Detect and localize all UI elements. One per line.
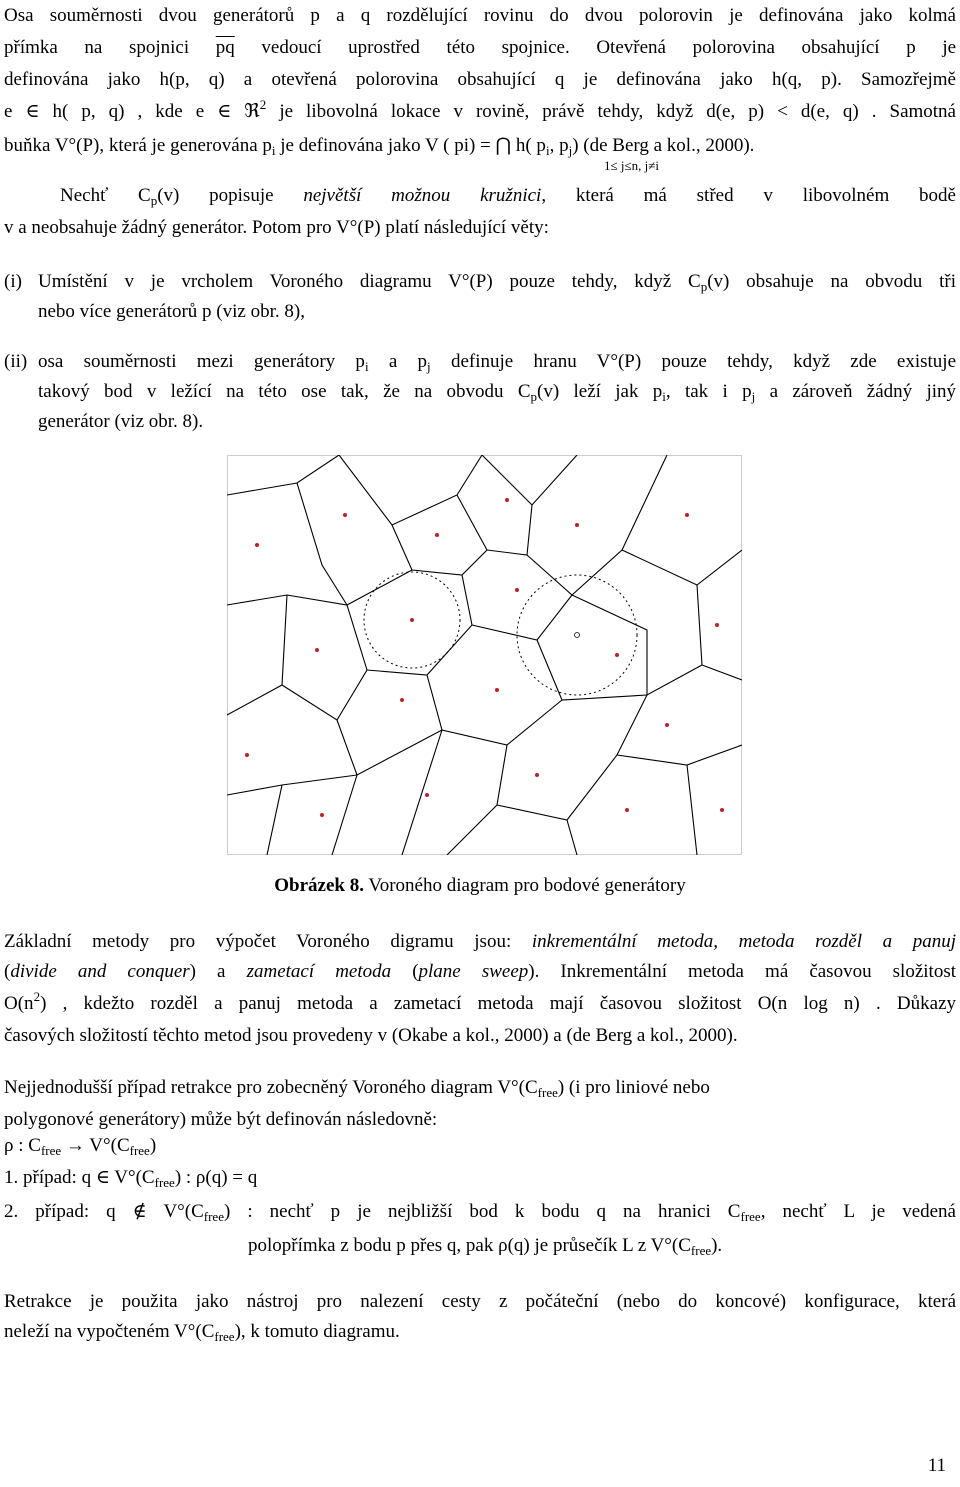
voronoi-edge: [267, 785, 282, 855]
text-line: definována jako h(p, q) a otevřená polorovina obsahující q je definována jako h(q, p). Samozřejmě: [4, 69, 956, 90]
generator-point: [343, 513, 347, 517]
voronoi-edge: [227, 775, 357, 795]
voronoi-edge: [482, 455, 577, 505]
item-label: (i): [4, 271, 22, 292]
generator-point: [435, 533, 439, 537]
voronoi-edge: [297, 483, 347, 605]
generator-point: [505, 498, 509, 502]
text-line: osa souměrnosti mezi generátory $p_i$ a $p_j$ definuje hranu V°(P) pouze tehdy, když zde existuje: [38, 351, 957, 374]
text-line: přímka na spojnici $\overline{pq}$ vedoucí uprostřed této spojnice. Otevřená polorovina obsahující p je: [4, 37, 957, 58]
text-line: Nechť $C_p(v)$ popisuje největší možnou kružnici, která má střed v libovolném bodě: [60, 185, 956, 208]
voronoi-edge: [527, 455, 667, 595]
text-line: časových složitostí těchto metod jsou provedeny v (Okabe a kol., 2000) a (de Berg a kol., 2000).: [4, 1025, 738, 1046]
text-line: generátor (viz obr. 8).: [38, 411, 204, 432]
voronoi-edge: [392, 495, 487, 575]
text-line: (divide and conquer) a zametací metoda (plane sweep). Inkrementální metoda má časovou složitost: [4, 961, 956, 982]
text-line: polopřímka z bodu p přes q, pak ρ(q) je průsečík L z $V^\circ(C_{free})$.: [248, 1235, 723, 1258]
empty-circle-edge: [517, 575, 637, 695]
text-line: polygonové generátory) může být definován následovně:: [4, 1109, 438, 1130]
generator-point: [575, 523, 579, 527]
figure-frame: [228, 456, 742, 855]
generator-point: [255, 543, 259, 547]
voronoi-edge: [567, 820, 577, 855]
voronoi-edge: [497, 695, 647, 820]
voronoi-edge: [487, 505, 532, 555]
page-number: 11: [927, 1455, 946, 1476]
text-line: $O(n^2)$ , kdežto rozděl a panuj metoda a zametací metoda mají časovou složitost O(n log n) . Důkazy: [4, 989, 956, 1014]
voronoi-edge: [227, 570, 412, 605]
text-line: Retrakce je použita jako nástroj pro nalezení cesty z počáteční (nebo do koncové) konfigurace, která: [4, 1291, 956, 1312]
generator-point: [535, 773, 539, 777]
generator-point: [425, 793, 429, 797]
figure-caption: Obrázek 8. Voroného diagram pro bodové generátory: [274, 875, 686, 896]
generator-point: [625, 808, 629, 812]
voronoi-edge: [339, 455, 482, 525]
text-line: 2. případ: q ∉ $V^\circ(C_{free})$ : nechť p je nejbližší bod k bodu q na hranici $C_{free}$, nechť L je vedená: [4, 1201, 956, 1224]
generator-point: [720, 808, 724, 812]
voronoi-edge: [537, 640, 702, 700]
text-line: Základní metody pro výpočet Voroného digramu jsou: inkrementální metoda, metoda rozděl a panuj: [4, 931, 957, 952]
generator-point: [245, 753, 249, 757]
text-line: nebo více generátorů p (viz obr. 8),: [38, 301, 305, 322]
voronoi-edge: [472, 595, 572, 640]
voronoi-edge: [617, 745, 742, 765]
generator-point: [615, 653, 619, 657]
text-line: takový bod v ležící na této ose tak, že na obvodu $C_p(v)$ leží jak $p_i$, tak i $p_j$ a zároveň žádný jiný: [38, 381, 956, 404]
text-line: v a neobsahuje žádný generátor. Potom pro V°(P) platí následující věty:: [4, 217, 549, 238]
text-line: neleží na vypočteném $V^\circ(C_{free})$, k tomuto diagramu.: [4, 1321, 400, 1344]
voronoi-edge: [427, 675, 562, 745]
intersection-index: 1≤ j≤n, j≠i: [604, 158, 659, 173]
text-line: 1. případ: q ∈ $V^\circ(C_{free})$ : ρ(q) = q: [4, 1167, 258, 1190]
text-line: Nejjednodušší případ retrakce pro zobecněný Voroného diagram $V^\circ(C_{free})$ (i pro liniové nebo: [4, 1077, 710, 1100]
voronoi-edge: [367, 575, 472, 675]
voronoi-edge: [227, 455, 339, 495]
voronoi-edge: [337, 720, 442, 775]
voronoi-edge: [227, 595, 287, 715]
empty-circles: [364, 572, 637, 695]
item-label: (ii): [4, 351, 28, 372]
generator-point: [685, 513, 689, 517]
text-line: Osa souměrnosti dvou generátorů p a q rozdělující rovinu do dvou polorovin je definována jako kolmá: [4, 5, 956, 26]
generator-point: [715, 623, 719, 627]
generator-point: [495, 688, 499, 692]
text-line: e ∈ h( p, q) , kde e ∈ ℜ$^2$ je libovolná lokace v rovině, právě tehdy, když d(e, p) < d(e, q) . Samotná: [4, 97, 956, 122]
voronoi-edge: [697, 585, 742, 680]
generator-point: [665, 723, 669, 727]
voronoi-edge: [402, 730, 442, 855]
generator-point: [400, 698, 404, 702]
voronoi-edge: [282, 605, 367, 720]
generator-point: [515, 588, 519, 592]
voronoi-edges: [227, 455, 742, 855]
generator-point: [320, 813, 324, 817]
circle-center-marker: [575, 633, 580, 638]
text-line: buňka V°(P), která je generována $p_i$ je definována jako V ( pi) = ⋂ h( $p_i$, $p_j$) (de Berg a kol., 2000).: [4, 135, 755, 158]
voronoi-edge: [447, 745, 507, 855]
generator-point: [315, 648, 319, 652]
segment-pq: $\overline{pq}$: [215, 37, 235, 58]
text-line: ρ : $C_{free} \to V^\circ(C_{free})$: [4, 1135, 157, 1158]
voronoi-diagram: [227, 455, 742, 855]
voronoi-edge: [687, 765, 697, 855]
voronoi-edge: [622, 550, 742, 585]
generator-point: [410, 618, 414, 622]
voronoi-edge: [332, 775, 357, 855]
text-line: Umístění v je vrcholem Voroného diagramu V°(P) pouze tehdy, když $C_p(v)$ obsahuje na obvodu tři: [38, 271, 957, 294]
